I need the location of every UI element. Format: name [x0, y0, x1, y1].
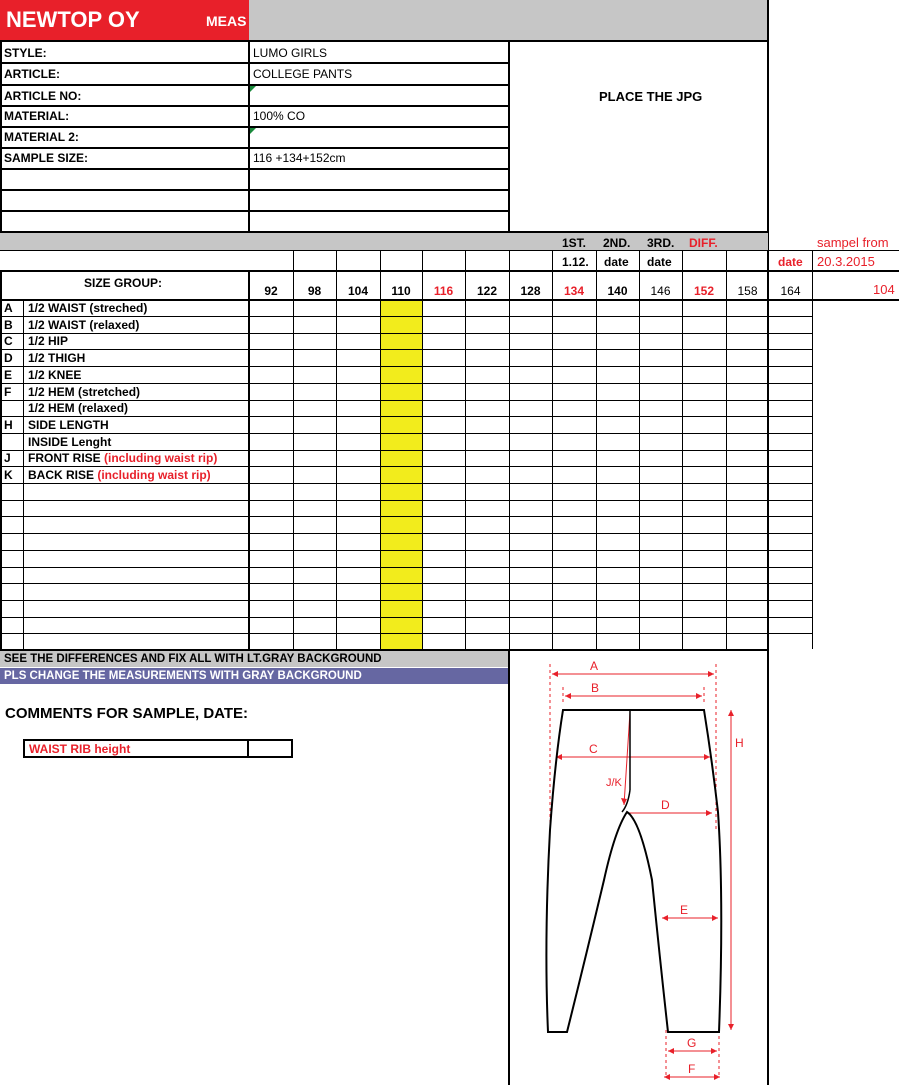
grid-line: [0, 633, 813, 634]
grid-line: [682, 251, 683, 650]
dim-label-f: F: [688, 1062, 696, 1076]
dim-label-jk: J/K: [606, 777, 622, 789]
size-header-116: 116: [433, 284, 454, 298]
comment-marker: [250, 128, 256, 134]
measurement-code: E: [4, 368, 13, 382]
grid-line: [0, 316, 813, 317]
grid-line: [0, 583, 813, 584]
info-label: MATERIAL:: [4, 109, 70, 123]
measurement-name: 1/2 WAIST (streched): [28, 301, 148, 315]
grid-line: [0, 147, 509, 149]
measurement-name: 1/2 WAIST (relaxed): [28, 318, 140, 332]
info-value-field[interactable]: 116 +134+152cm: [253, 151, 346, 165]
third-sample-date: date: [647, 255, 672, 269]
dim-label-b: B: [591, 681, 600, 695]
measurement-code: D: [4, 351, 13, 365]
grid-line: [726, 251, 727, 650]
grid-line: [509, 251, 510, 650]
comments-title: COMMENTS FOR SAMPLE, DATE:: [5, 705, 249, 722]
size-header-140: 140: [607, 284, 628, 298]
first-sample-date: 1.12.: [562, 255, 589, 269]
grid-line: [0, 62, 509, 64]
grid-line: [0, 383, 813, 384]
grid-line: [465, 251, 466, 650]
grid-line: [0, 600, 813, 601]
grid-line: [380, 251, 381, 650]
measurement-name: SIDE LENGTH: [28, 418, 109, 432]
size-header-146: 146: [650, 284, 671, 298]
size-header-122: 122: [476, 284, 498, 298]
size-header-164: 164: [780, 284, 801, 298]
measurement-code: B: [4, 318, 13, 332]
grid-line: [0, 105, 509, 107]
grid-line: [508, 40, 510, 233]
measurement-code: C: [4, 334, 13, 348]
dim-label-d: D: [661, 798, 670, 812]
grid-line: [0, 40, 769, 42]
grid-line: [552, 251, 553, 650]
size-header-104: 104: [347, 284, 369, 298]
info-label: STYLE:: [4, 46, 47, 60]
company-name: NEWTOP OY: [6, 7, 140, 32]
second-sample-date: date: [604, 255, 629, 269]
image-placeholder[interactable]: PLACE THE JPG: [599, 89, 703, 104]
info-value-field[interactable]: COLLEGE PANTS: [253, 67, 353, 81]
info-label: SAMPLE SIZE:: [4, 151, 89, 165]
grid-line: [0, 349, 813, 350]
grid-line: [0, 189, 509, 191]
grid-line: [0, 550, 813, 551]
measurement-name: 1/2 HIP: [28, 334, 69, 348]
grid-line: [0, 433, 813, 434]
grid-line: [596, 251, 597, 650]
dim-label-g: G: [687, 1036, 697, 1050]
grid-line: [23, 300, 24, 650]
grid-line: [248, 270, 250, 651]
comment-marker: [250, 86, 256, 92]
grid-line: [0, 466, 813, 467]
grid-line: [248, 40, 250, 233]
measurement-name: 1/2 HEM (relaxed): [28, 401, 129, 415]
header-gray-bar: [249, 0, 768, 40]
date-label: date: [778, 255, 803, 269]
grid-line: [0, 500, 813, 501]
measurement-name: 1/2 HEM (stretched): [28, 385, 141, 399]
size-header-98: 98: [307, 284, 322, 298]
size-header-158: 158: [737, 284, 758, 298]
size-header-152: 152: [693, 284, 715, 298]
grid-line: [0, 416, 813, 417]
grid-line: [336, 251, 337, 650]
measurement-name: BACK RISE (including waist rip): [28, 468, 211, 482]
measurement-code: A: [4, 301, 13, 315]
grid-line: [639, 251, 640, 650]
grid-line: [0, 483, 813, 484]
grid-line: [0, 366, 813, 367]
sampel-from-label: sampel from: [817, 235, 889, 250]
size-header-134: 134: [563, 284, 585, 298]
grid-line: [0, 567, 813, 568]
grid-line: [422, 251, 423, 650]
info-label: ARTICLE NO:: [4, 89, 82, 103]
grid-line: [0, 210, 509, 212]
grid-line: [0, 168, 509, 170]
size-last-value: 104: [873, 282, 895, 297]
dim-label-a: A: [590, 659, 599, 673]
measurement-name: FRONT RISE (including waist rip): [28, 451, 218, 465]
info-label: MATERIAL 2:: [4, 130, 79, 144]
size-header-92: 92: [264, 284, 278, 298]
diff-note: SEE THE DIFFERENCES AND FIX ALL WITH LT.GRAY BACKGROUND: [4, 653, 382, 665]
grid-line: [812, 250, 813, 649]
info-value-field[interactable]: LUMO GIRLS: [253, 46, 328, 60]
size-group-label: SIZE GROUP:: [84, 276, 163, 290]
first-sample-label: 1ST.: [562, 236, 587, 250]
title-fragment: MEAS: [206, 13, 247, 29]
measurement-name: 1/2 THIGH: [28, 351, 86, 365]
pants-diagram: [510, 652, 767, 1085]
third-sample-label: 3RD.: [647, 236, 675, 250]
waist-rib-value-field[interactable]: [247, 739, 293, 758]
dim-label-h: H: [735, 736, 744, 750]
grid-line: [293, 251, 294, 650]
measurement-code: J: [4, 451, 11, 465]
waist-rib-label: WAIST RIB height: [29, 742, 131, 756]
grid-line: [0, 270, 2, 651]
highlight-column-110: [380, 300, 422, 650]
grid-line: [0, 40, 2, 233]
measurement-name: 1/2 KNEE: [28, 368, 82, 382]
measurement-code: H: [4, 418, 13, 432]
dim-label-c: C: [589, 742, 598, 756]
bottom-divider-right: [767, 650, 769, 1085]
size-header-110: 110: [391, 284, 411, 298]
change-note: PLS CHANGE THE MEASUREMENTS WITH GRAY BACKGROUND: [4, 670, 362, 682]
diff-label: DIFF.: [689, 236, 718, 250]
grid-line: [0, 516, 813, 517]
grid-line: [0, 250, 899, 251]
info-label: ARTICLE:: [4, 67, 60, 81]
info-value-field[interactable]: 100% CO: [253, 109, 306, 123]
grid-line: [0, 270, 899, 272]
grid-line: [0, 617, 813, 618]
grid-line: [0, 533, 813, 534]
date-value: 20.3.2015: [817, 254, 875, 269]
measurement-code: F: [4, 385, 12, 399]
grid-line: [767, 0, 769, 252]
measurement-code: K: [4, 468, 13, 482]
grid-line: [767, 250, 769, 651]
measurement-name: INSIDE Lenght: [28, 435, 112, 449]
dim-label-e: E: [680, 903, 689, 917]
size-header-128: 128: [520, 284, 541, 298]
second-sample-label: 2ND.: [603, 236, 631, 250]
grid-line: [0, 333, 813, 334]
